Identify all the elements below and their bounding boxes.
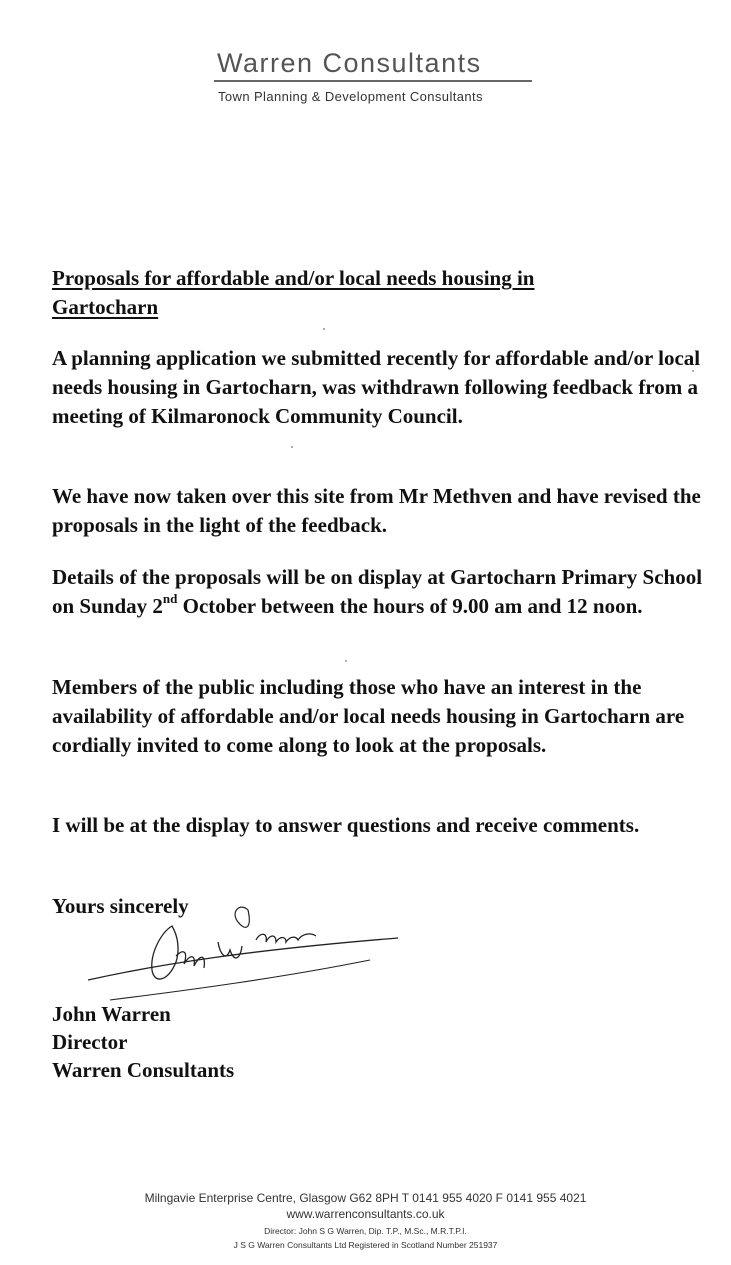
scan-speck [291, 446, 293, 448]
scan-speck [345, 660, 347, 662]
letter-heading: Proposals for affordable and/or local needs housing in Gartocharn [52, 266, 535, 319]
signatory-company: Warren Consultants [52, 1058, 235, 1082]
scan-speck [323, 328, 325, 330]
paragraph-site-takeover: We have now taken over this site from Mr Methven and have revised the proposals in the light of the feedback. [52, 484, 701, 537]
letterhead-rule [214, 80, 532, 82]
footer-website: www.warrenconsultants.co.uk [286, 1207, 445, 1221]
company-tagline: Town Planning & Development Consultants [218, 89, 483, 104]
footer-address: Milngavie Enterprise Centre, Glasgow G62 8PH T 0141 955 4020 F 0141 955 4021 [144, 1191, 587, 1205]
footer-registration: J S G Warren Consultants Ltd Registered in Scotland Number 251937 [233, 1240, 498, 1250]
scan-speck [692, 370, 694, 372]
paragraph-display-details [52, 563, 712, 621]
paragraph-questions: I will be at the display to answer questions and receive comments. [52, 813, 640, 837]
signatory-title: Director [52, 1030, 128, 1054]
ordinal-suffix: nd [162, 591, 178, 606]
display-details-text: Details of the proposals will be on display at Gartocharn Primary School on Sunday 2 [52, 565, 703, 618]
signatory-name: John Warren [52, 1002, 171, 1026]
handwritten-signature [80, 892, 410, 1002]
closing-salutation: Yours sincerely [52, 894, 189, 918]
company-name: Warren Consultants [217, 48, 482, 78]
paragraph-planning-application: A planning application we submitted recently for affordable and/or local needs housing in Gartocharn, was withdrawn following feedback from a meeting of Kilmaronock Community Council. [52, 346, 701, 428]
paragraph-public-invitation: Members of the public including those who have an interest in the availability of affordable and/or local needs housing in Gartocharn are cordially invited to come along to look at the proposals. [52, 675, 685, 757]
footer-director: Director: John S G Warren, Dip. T.P., M.Sc., M.R.T.P.I. [264, 1226, 467, 1236]
display-details-text-end: October between the hours of 9.00 am and 12 noon. [177, 594, 643, 618]
